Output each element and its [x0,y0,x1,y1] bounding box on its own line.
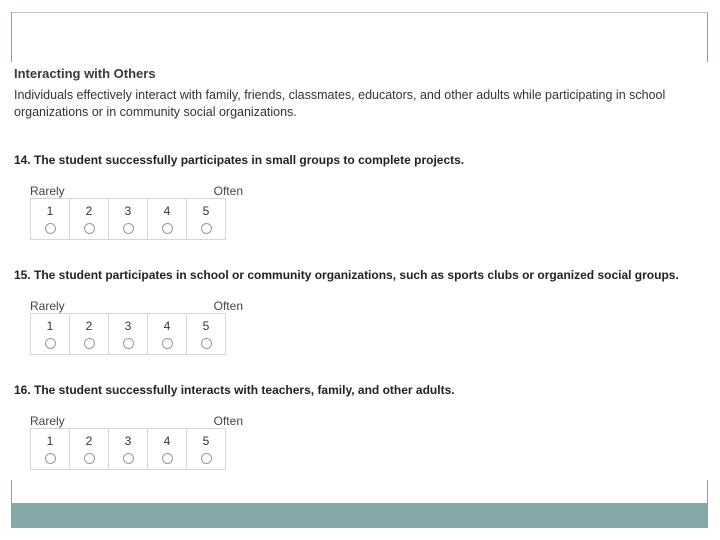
scale-low-label: Rarely [30,299,65,313]
scale-value: 1 [46,318,54,333]
scale-value: 2 [70,314,109,335]
radio-button-2[interactable] [84,338,95,349]
scale-value: 3 [109,199,148,220]
rating-scale [30,198,226,240]
section-title: Interacting with Others [14,66,156,81]
frame-top-border [11,12,708,13]
radio-button-4[interactable] [162,223,173,234]
scale-labels [30,414,246,428]
scale-labels [30,299,246,313]
scale-labels [30,184,246,198]
question-text: 16. The student successfully interacts with teachers, family, and other adults. [14,383,455,397]
scale-value: 1 [46,203,54,218]
rating-scale [30,428,226,470]
scale-value: 2 [70,199,109,220]
question-16 [14,383,714,470]
question-15 [14,268,714,355]
scale-value: 3 [109,314,148,335]
question-text: 15. The student participates in school or community organizations, such as sports clubs or organized social groups. [14,268,679,282]
section-description: Individuals effectively interact with family, friends, classmates, educators, and other adults while participating in school organizations or in community social organizations. [14,88,666,119]
radio-button-4[interactable] [162,453,173,464]
radio-button-5[interactable] [201,453,212,464]
scale-value: 4 [148,429,187,450]
scale-value: 4 [148,199,187,220]
scale-value: 1 [46,433,54,448]
scale-value: 2 [70,429,109,450]
scale-high-label: Often [213,414,243,428]
radio-button-2[interactable] [84,223,95,234]
radio-button-4[interactable] [162,338,173,349]
radio-button-5[interactable] [201,338,212,349]
rating-scale [30,313,226,355]
footer-bar [11,503,708,528]
scale-low-label: Rarely [30,414,65,428]
radio-button-1[interactable] [45,223,56,234]
scale-value: 3 [109,429,148,450]
radio-button-1[interactable] [45,453,56,464]
scale-value: 5 [187,314,226,335]
radio-button-3[interactable] [123,223,134,234]
radio-button-3[interactable] [123,338,134,349]
scale-high-label: Often [213,299,243,313]
scale-value: 5 [187,429,226,450]
question-text: 14. The student successfully participates in small groups to complete projects. [14,153,465,167]
radio-button-1[interactable] [45,338,56,349]
scale-value: 5 [187,199,226,220]
radio-button-3[interactable] [123,453,134,464]
radio-button-2[interactable] [84,453,95,464]
frame-right-border [707,12,708,62]
scale-high-label: Often [213,184,243,198]
scale-low-label: Rarely [30,184,65,198]
frame-left-border [11,12,12,62]
radio-button-5[interactable] [201,223,212,234]
scale-value: 4 [148,314,187,335]
question-14 [14,153,714,240]
